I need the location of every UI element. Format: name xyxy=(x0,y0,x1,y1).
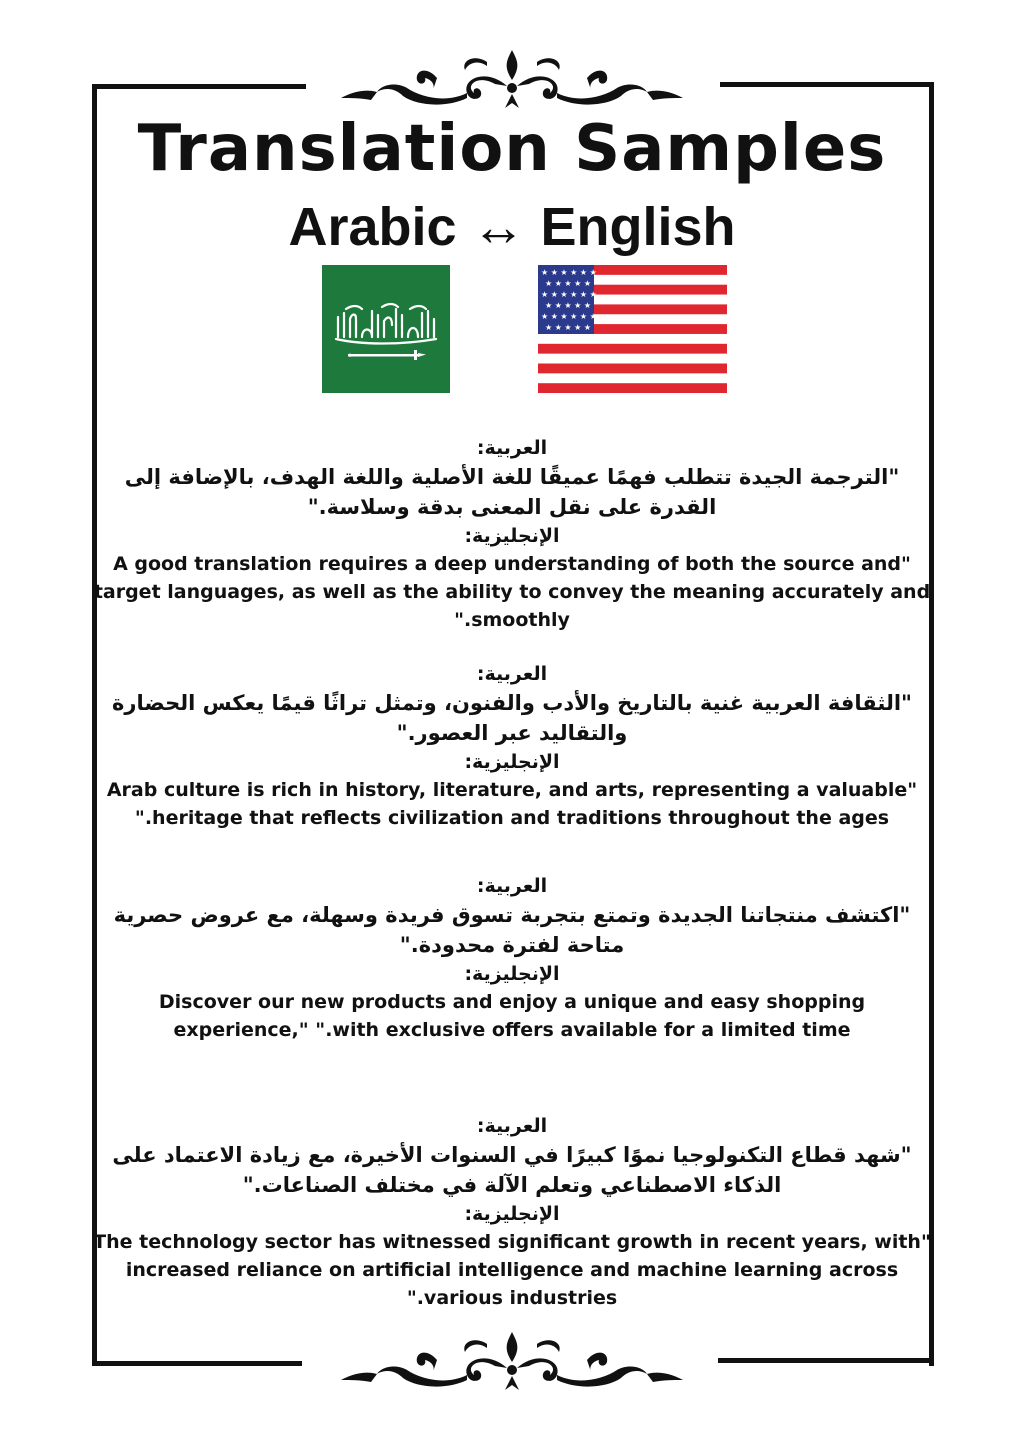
arabic-label: العربية: xyxy=(476,1115,548,1137)
page-title: Translation Samples xyxy=(137,112,887,186)
frame-bottom-right xyxy=(718,1358,934,1363)
arabic-text: "الترجمة الجيدة تتطلب فهمًا عميقًا للغة الأصلية واللغة الهدف، بالإضافة إلى القدرة على نقل المعنى بدقة وسلاسة." xyxy=(124,465,900,519)
arabic-label: العربية: xyxy=(476,437,548,459)
svg-text:★ ★ ★ ★ ★: ★ ★ ★ ★ ★ xyxy=(545,301,592,310)
translation-sample-3 xyxy=(92,872,932,1044)
english-text: A good translation requires a deep understanding of both the source and" target languages, as well as the ability to convey the meaning accurately and ".smoothly xyxy=(93,553,931,631)
svg-text:★ ★ ★ ★ ★: ★ ★ ★ ★ ★ xyxy=(545,323,592,332)
arabic-label: العربية: xyxy=(476,875,548,897)
page-subtitle: Arabic ↔ English xyxy=(288,197,736,257)
svg-text:★ ★ ★ ★ ★ ★: ★ ★ ★ ★ ★ ★ xyxy=(541,268,597,277)
top-ornament-icon xyxy=(337,48,687,110)
frame-bottom-left xyxy=(92,1361,302,1366)
translation-sample-1 xyxy=(92,434,932,634)
svg-text:★ ★ ★ ★ ★: ★ ★ ★ ★ ★ xyxy=(545,279,592,288)
svg-text:★ ★ ★ ★ ★ ★: ★ ★ ★ ★ ★ ★ xyxy=(541,290,597,299)
english-label: الإنجليزية: xyxy=(464,1203,560,1225)
arabic-label: العربية: xyxy=(476,663,548,685)
frame-top-left xyxy=(92,84,306,89)
english-text: Arab culture is rich in history, literature, and arts, representing a valuable" ".heritage that reflects civilization and traditions throughout the ages xyxy=(106,779,918,829)
english-label: الإنجليزية: xyxy=(464,751,560,773)
translation-sample-4 xyxy=(92,1112,932,1312)
frame-top-right xyxy=(720,82,934,87)
arabic-text: "الثقافة العربية غنية بالتاريخ والأدب والفنون، وتمثل تراثًا قيمًا يعكس الحضارة والتقاليد عبر العصور." xyxy=(112,691,912,745)
arabic-text: "اكتشف منتجاتنا الجديدة وتمتع بتجربة تسوق فريدة وسهلة، مع عروض حصرية متاحة لفترة محدودة." xyxy=(113,903,911,957)
english-label: الإنجليزية: xyxy=(464,963,560,985)
svg-text:★ ★ ★ ★ ★ ★: ★ ★ ★ ★ ★ ★ xyxy=(541,312,597,321)
saudi-flag-icon xyxy=(322,265,450,393)
bottom-ornament-icon xyxy=(337,1330,687,1392)
usa-flag-icon xyxy=(538,265,727,393)
english-label: الإنجليزية: xyxy=(464,525,560,547)
english-text: The technology sector has witnessed significant growth in recent years, with" increased reliance on artificial intelligence and machine learning across ".various industries xyxy=(93,1231,931,1309)
english-text: Discover our new products and enjoy a unique and easy shopping experience," ".with exclusive offers available for a limited time xyxy=(158,991,866,1041)
arabic-text: "شهد قطاع التكنولوجيا نموًا كبيرًا في السنوات الأخيرة، مع زيادة الاعتماد على الذكاء الاصطناعي وتعلم الآلة في مختلف الصناعات." xyxy=(112,1143,912,1197)
translation-sample-2 xyxy=(92,660,932,832)
